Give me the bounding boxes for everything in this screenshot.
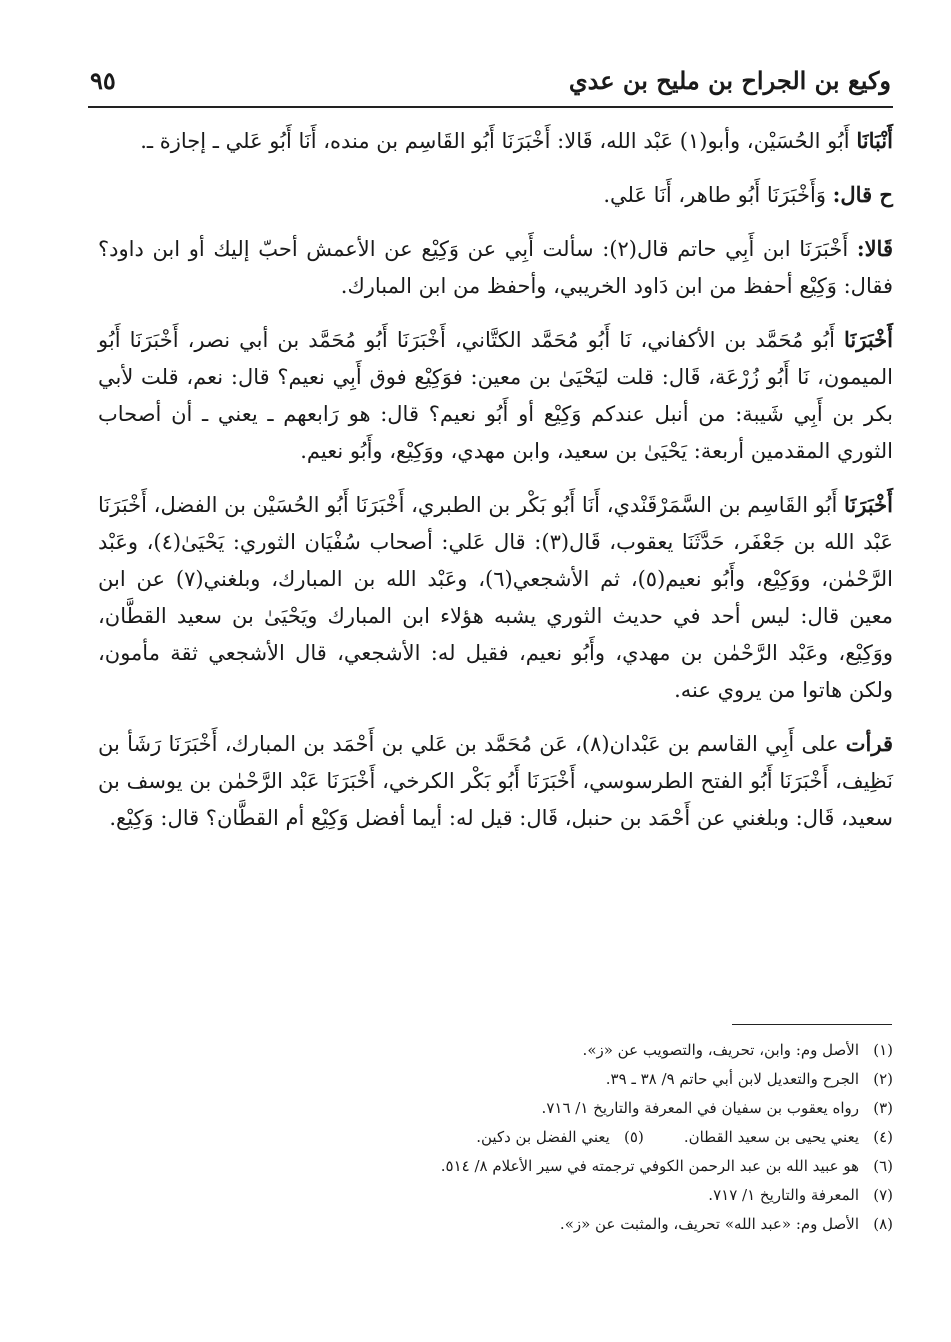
footnote-7 [150, 1181, 893, 1210]
footnote-number: (٨) [873, 1215, 893, 1233]
paragraph-text: أَبُو مُحَمَّد بن الأكفاني، نَا أَبُو مُحَمَّد الكتَّاني، أَخْبَرَنَا أَبُو مُحَمَّد بن أبي نصر، أَخْبَرَنَا أَبُو الميمون، نَا أَبُو زُرْعَة، قَال: قلت ليَحْيَىٰ بن معين: فوَكِيْع فوق أَبِي نعيم؟ قال: نعم، قلت لأبي بكر بن أَبِي شَيبة: من أنبل عندكم وَكِيْع أو أَبُو نعيم؟ قال: هو رَابعهم ـ يعني ـ أن أصحاب الثوري المقدمين أربعة: يَحْيَىٰ بن سعيد، وابن مهدي، ووَكِيْع، وأَبُو نعيم. [98, 328, 893, 463]
footnotes [150, 1036, 893, 1239]
paragraph-lead: أَنْبَانَا [856, 128, 893, 153]
footnote-number: (٢) [873, 1070, 893, 1088]
footnote-text: يعني يحيى بن سعيد القطان. [683, 1128, 859, 1146]
footnote-number: (١) [873, 1041, 893, 1059]
paragraph-lead: قَالا: [856, 236, 893, 261]
footnote-number: (٤) [873, 1128, 893, 1146]
paragraph-5 [98, 486, 893, 709]
page-number: ٩٥ [90, 65, 116, 95]
footnote-text: الجرح والتعديل لابن أبي حاتم ٩/ ٣٨ ـ ٣٩. [605, 1070, 859, 1088]
paragraph-lead: أَخْبَرَنَا [844, 327, 893, 352]
running-title: وكيع بن الجراح بن مليح بن عدي [568, 65, 891, 95]
footnote-text: المعرفة والتاريخ ١/ ٧١٧. [708, 1186, 859, 1204]
footnote-6 [150, 1152, 893, 1181]
footnote-separator [732, 1024, 892, 1025]
paragraph-lead: أَخْبَرَنَا [844, 492, 893, 517]
footnote-number: (٧) [873, 1186, 893, 1204]
main-text [98, 122, 893, 853]
paragraph-text: وَأَخْبَرَنَا أَبُو طاهر، أَنَا عَلي. [603, 183, 826, 207]
footnote-text: هو عبيد الله بن عبد الرحمن الكوفي ترجمته في سير الأعلام ٨/ ٥١٤. [440, 1157, 859, 1175]
paragraph-lead: ح قال: [832, 182, 893, 207]
paragraph-lead: قرأت [845, 731, 894, 756]
footnote-8 [150, 1210, 893, 1239]
footnote-1 [150, 1036, 893, 1065]
footnote-number: (٥) [624, 1128, 644, 1146]
paragraph-text: أَخْبَرَنَا ابن أَبِي حاتم قال(٢): سألت أَبِي عن وَكِيْع عن الأعمش أحبّ إليك أو ابن داود؟ فقال: وَكِيْع أحفظ من ابن دَاود الخريبي، وأحفظ من ابن المبارك. [98, 237, 893, 298]
paragraph-text: على أَبِي القاسم بن عَبْدان(٨)، عَن مُحَمَّد بن عَلي بن أَحْمَد بن المبارك، أَخْبَرَنَا رَشَأ بن نَظِيف، أَخْبَرَنَا أَبُو الفتح الطرسوسي، أَخْبَرَنَا أَبُو بَكْر الكرخي، أَخْبَرَنَا عَبْد الرَّحْمٰن بن يوسف بن سعيد، قَال: وبلغني عن أَحْمَد بن حنبل، قَال: قيل له: أيما أفضل وَكِيْع أم القطَّان؟ قال: وَكِيْع. [98, 732, 893, 830]
footnote-3 [150, 1094, 893, 1123]
footnote-text: الأصل وم: وابن، تحريف، والتصويب عن «ز». [582, 1041, 859, 1059]
footnote-number: (٦) [873, 1157, 893, 1175]
paragraph-text: أَبُو القَاسِم بن السَّمَرْقَنْدي، أَنَا أَبُو بَكْر بن الطبري، أَخْبَرَنَا أَبُو الحُسَيْن بن الفضل، أَخْبَرَنَا عَبْد الله بن جَعْفَر، حَدَّثَنَا يعقوب، قَال(٣): قال عَلي: أصحاب سُفْيَان الثوري: يَحْيَىٰ(٤)، وعَبْد الرَّحْمٰن، ووَكِيْع، وأَبُو نعيم(٥)، ثم الأشجعي(٦)، وعَبْد الله بن المبارك، وبلغني(٧) عن ابن معين قال: ليس أحد في حديث الثوري يشبه هؤلاء ابن المبارك ويَحْيَىٰ بن سعيد القطَّان، ووَكِيْع، وعَبْد الرَّحْمٰن بن مهدي، وأَبُو نعيم، فقيل له: الأشجعي، قال الأشجعي ثقة مأمون، ولكن هاتوا من يروي عنه. [98, 493, 894, 702]
footnote-5 [476, 1123, 644, 1152]
paragraph-4 [98, 321, 893, 470]
paragraph-3 [98, 230, 893, 305]
paragraph-2 [98, 176, 893, 214]
paragraph-text: أَبُو الحُسَيْن، وأبو(١) عَبْد الله، قَالا: أَخْبَرَنَا أَبُو القَاسِم بن منده، أَنَا أَبُو عَلي ـ إجازة ـ. [140, 129, 850, 153]
footnote-2 [150, 1065, 893, 1094]
paragraph-1 [98, 122, 893, 160]
footnote-text: يعني الفضل بن دكين. [476, 1128, 610, 1146]
footnote-text: الأصل وم: «عبد الله» تحريف، والمثبت عن «ز». [559, 1215, 859, 1233]
page-header [90, 55, 891, 105]
footnote-4 [684, 1123, 893, 1152]
paragraph-6 [98, 725, 893, 837]
footnote-number: (٣) [873, 1099, 893, 1117]
header-rule [88, 106, 893, 108]
footnote-text: رواه يعقوب بن سفيان في المعرفة والتاريخ ١/ ٧١٦. [541, 1099, 859, 1117]
footnote-row-4-5 [150, 1123, 893, 1152]
